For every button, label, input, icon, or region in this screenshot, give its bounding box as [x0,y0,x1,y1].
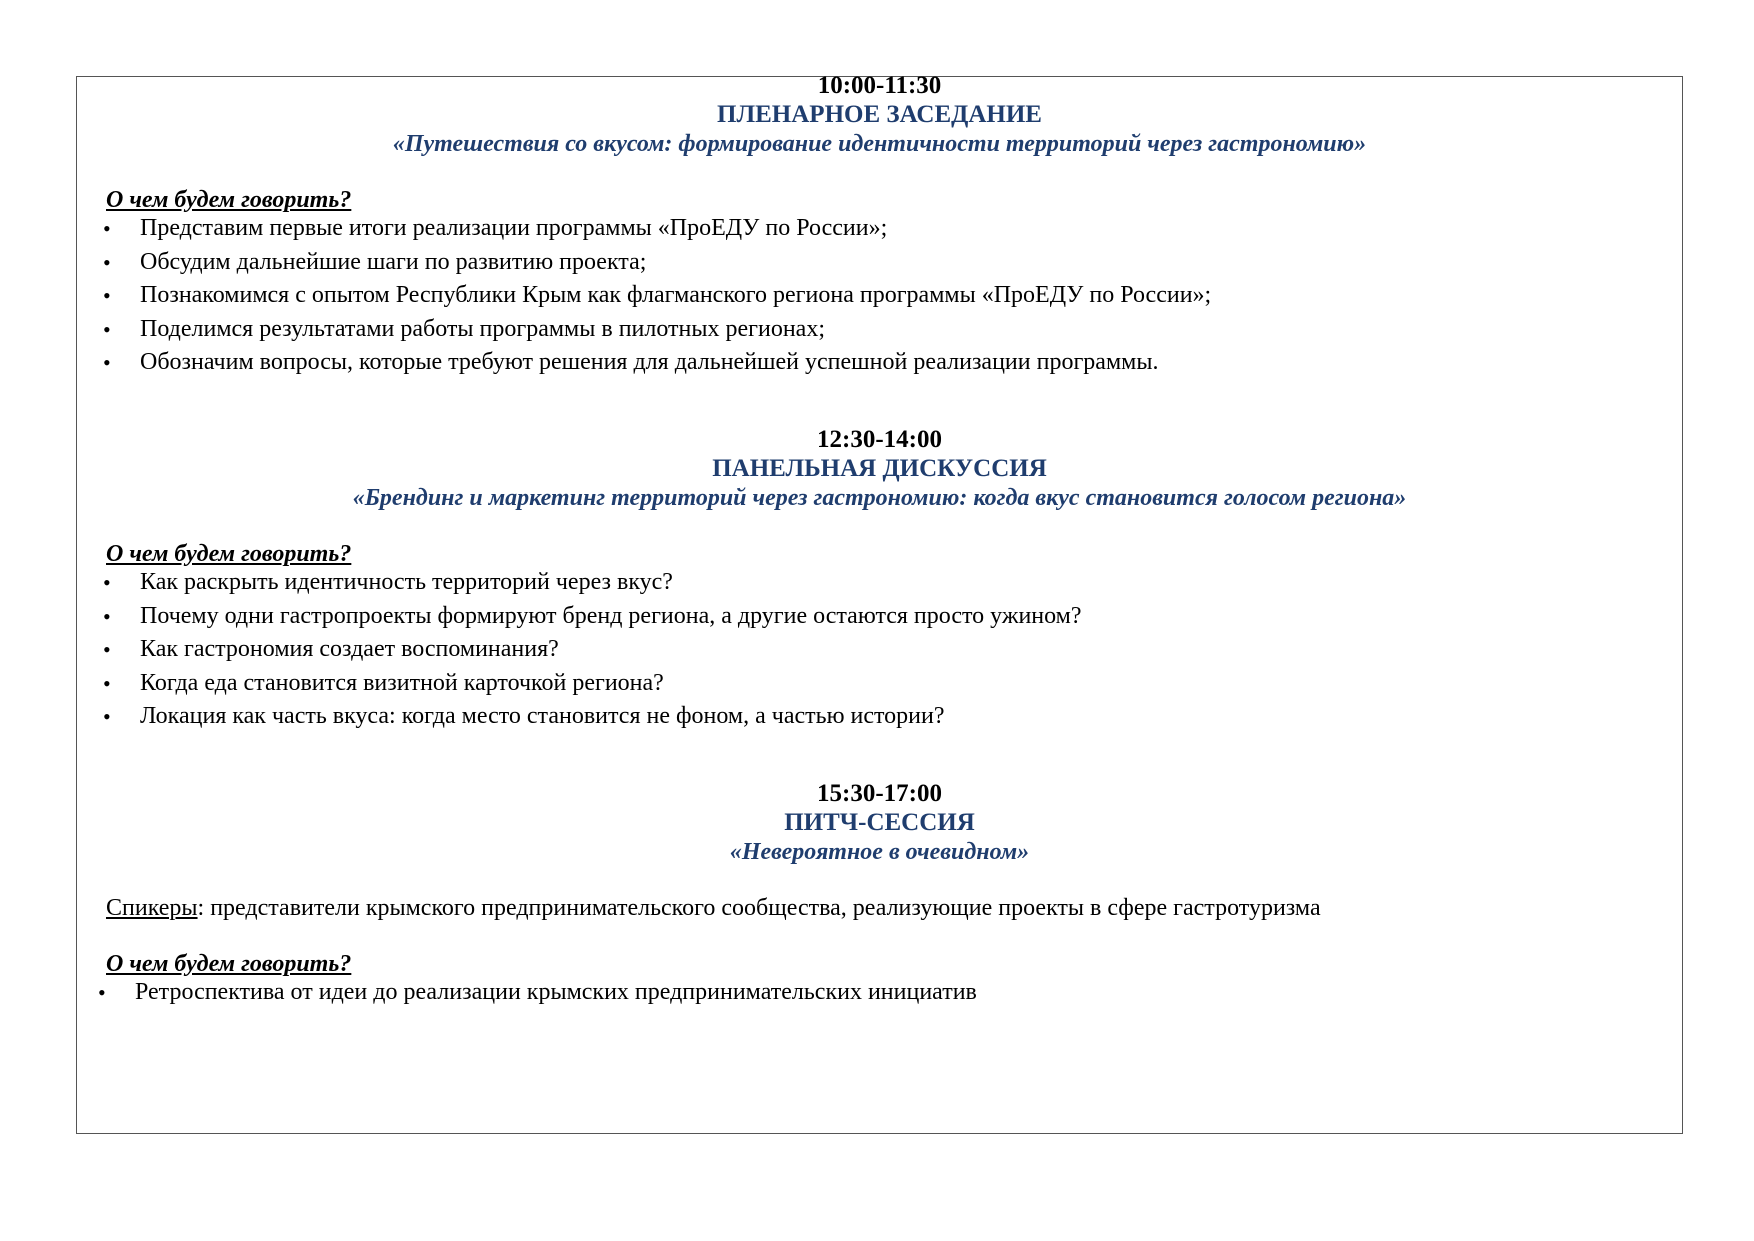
topics-heading: О чем будем говорить? [106,951,352,977]
bullet-icon: • [103,350,111,375]
session-time: 15:30-17:00 [817,780,942,807]
session-title: «Невероятное в очевидном» [729,839,1030,865]
bullet-icon: • [103,603,111,629]
bullet-icon: • [103,316,111,342]
speakers-text: : представители крымского предпринимательского сообщества, реализующие проекты в сфере гастротуризма [197,895,1321,921]
bullet-icon: • [103,670,111,696]
bullet-icon: • [103,637,111,662]
bullet-icon: • [103,283,111,308]
speakers-label: Спикеры [106,895,198,921]
session-title: «Путешествия со вкусом: формирование идентичности территорий через гастрономию» [392,131,1367,157]
bullet-icon: • [103,216,111,241]
bullet-icon: • [103,249,111,275]
session-title: «Брендинг и маркетинг территорий через гастрономию: когда вкус становится голосом региона» [352,485,1407,511]
program-frame: 10:00-11:30 ПЛЕНАРНОЕ ЗАСЕДАНИЕ «Путешествия со вкусом: формирование идентичности территорий через гастрономию» О чем будем говорить? • Представим первые итоги реализации программы «ПроЕДУ по России»; • Обсудим дальнейшие шаги по развитию проекта; • Познакомимся с опытом Республики Крым как флагманского региона программы «ПроЕДУ по России»; • Поделимся результатами работы программы в пилотных регионах; • Обозначим вопросы, которые требуют решения для дальнейшей успешной реализации программы. 12:30-14:00 ПАНЕЛЬНАЯ ДИСКУССИЯ «Брендинг и маркетинг территорий через гастрономию: когда вкус становится голосом региона» О чем будем говорить? • Как раскрыть идентичность территорий через вкус? • Почему одни гастропроекты формируют бренд региона, а другие остаются просто ужином? • Как гастрономия создает воспоминания? • Когда еда становится визитной карточкой региона? • Локация как часть вкуса: когда место становится не фоном, а частью истории? 15:30-17:00 ПИТЧ-СЕССИЯ «Невероятное в очевидном» Спикеры: представители крымского предпринимательского сообщества, реализующие проекты в сфере гастротуризма О чем будем говорить? • Ретроспектива от идеи до реализации крымских предпринимательских инициатив [76,76,1683,1134]
topics-heading: О чем будем говорить? [106,541,352,567]
session-type: ПАНЕЛЬНАЯ ДИСКУССИЯ [712,455,1047,482]
session-type: ПЛЕНАРНОЕ ЗАСЕДАНИЕ [717,101,1042,128]
speakers-line [106,892,1321,924]
bullet-icon: • [103,704,111,729]
session-time: 12:30-14:00 [817,426,942,453]
session-type: ПИТЧ-СЕССИЯ [784,809,975,836]
topics-heading: О чем будем говорить? [106,187,352,213]
bullet-icon: • [98,980,106,1005]
session-time: 10:00-11:30 [817,72,942,99]
bullet-icon: • [103,570,111,595]
